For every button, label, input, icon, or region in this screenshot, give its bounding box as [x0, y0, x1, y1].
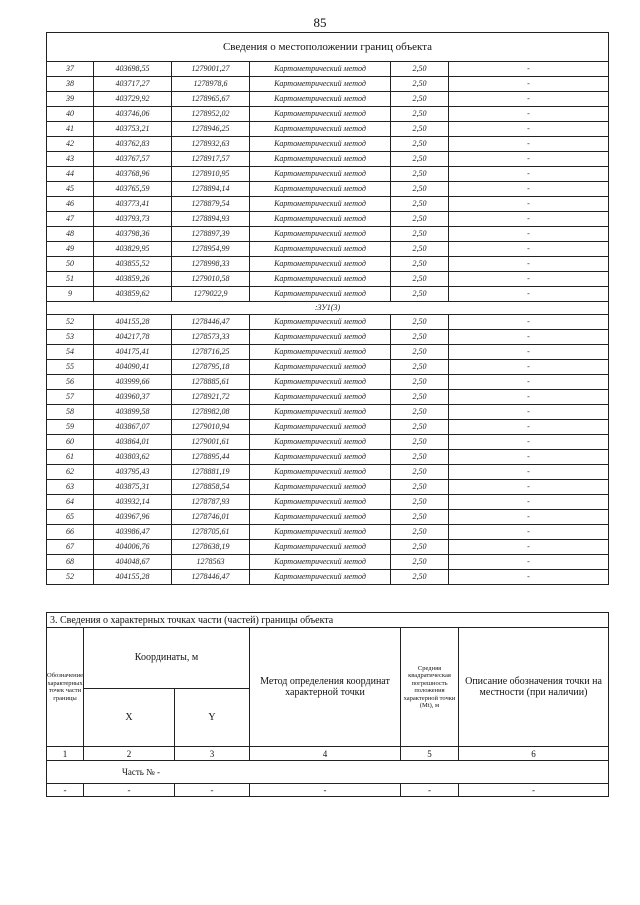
- subheader: :ЗУ1(3): [47, 302, 609, 315]
- coord-x-cell: 403875,31: [94, 480, 172, 495]
- coord-x-cell: 403932,14: [94, 495, 172, 510]
- table-row: [47, 122, 609, 137]
- coord-y-cell: 1278894,93: [172, 212, 250, 227]
- table-row: [47, 107, 609, 122]
- coord-y-cell: 1278858,54: [172, 480, 250, 495]
- point-id-cell: 66: [47, 525, 94, 540]
- table-row: [47, 420, 609, 435]
- coord-x-cell: 403753,21: [94, 122, 172, 137]
- coord-x-cell: 404175,41: [94, 345, 172, 360]
- empty-cell: -: [401, 784, 459, 797]
- empty-cell: -: [84, 784, 175, 797]
- method-cell: Картометрический метод: [250, 390, 391, 405]
- description-cell: -: [449, 137, 609, 152]
- table-row: [47, 257, 609, 272]
- empty-cell: -: [459, 784, 609, 797]
- table-row: [47, 137, 609, 152]
- table-row: [47, 555, 609, 570]
- coord-x-cell: 403867,07: [94, 420, 172, 435]
- coord-x-cell: 403773,41: [94, 197, 172, 212]
- coord-x-cell: 403746,06: [94, 107, 172, 122]
- col-number: 1: [47, 747, 84, 761]
- method-cell: Картометрический метод: [250, 107, 391, 122]
- col-number: 3: [175, 747, 250, 761]
- method-cell: Картометрический метод: [250, 450, 391, 465]
- table-row: [47, 182, 609, 197]
- col-error-header: Средняя квадратическая погрешность положения характерной точки (Mt), м: [401, 628, 459, 747]
- description-cell: -: [449, 330, 609, 345]
- error-cell: 2,50: [391, 375, 449, 390]
- table-row: [47, 390, 609, 405]
- table-row: [47, 360, 609, 375]
- point-id-cell: 45: [47, 182, 94, 197]
- description-cell: -: [449, 257, 609, 272]
- error-cell: 2,50: [391, 137, 449, 152]
- table-row: [47, 227, 609, 242]
- point-id-cell: 40: [47, 107, 94, 122]
- point-id-cell: 38: [47, 77, 94, 92]
- method-cell: Картометрический метод: [250, 375, 391, 390]
- error-cell: 2,50: [391, 345, 449, 360]
- point-id-cell: 55: [47, 360, 94, 375]
- coord-x-cell: 403859,62: [94, 287, 172, 302]
- table-row: [47, 510, 609, 525]
- error-cell: 2,50: [391, 122, 449, 137]
- description-cell: -: [449, 345, 609, 360]
- error-cell: 2,50: [391, 92, 449, 107]
- coord-x-cell: 403698,55: [94, 62, 172, 77]
- col-number: 4: [250, 747, 401, 761]
- coord-y-cell: 1278982,08: [172, 405, 250, 420]
- description-cell: -: [449, 122, 609, 137]
- coord-y-cell: 1279010,58: [172, 272, 250, 287]
- error-cell: 2,50: [391, 227, 449, 242]
- coord-y-cell: 1278881,19: [172, 465, 250, 480]
- error-cell: 2,50: [391, 62, 449, 77]
- coord-x-cell: 403859,26: [94, 272, 172, 287]
- point-id-cell: 53: [47, 330, 94, 345]
- description-cell: -: [449, 435, 609, 450]
- point-id-cell: 61: [47, 450, 94, 465]
- coord-y-cell: 1278705,61: [172, 525, 250, 540]
- method-cell: Картометрический метод: [250, 465, 391, 480]
- coord-x-cell: 403762,83: [94, 137, 172, 152]
- method-cell: Картометрический метод: [250, 197, 391, 212]
- coord-x-cell: 403967,96: [94, 510, 172, 525]
- coord-x-cell: 403795,43: [94, 465, 172, 480]
- description-cell: -: [449, 152, 609, 167]
- method-cell: Картометрический метод: [250, 495, 391, 510]
- description-cell: -: [449, 197, 609, 212]
- method-cell: Картометрический метод: [250, 315, 391, 330]
- method-cell: Картометрический метод: [250, 77, 391, 92]
- error-cell: 2,50: [391, 257, 449, 272]
- col-method-header: Метод определения координат характерной точки: [250, 628, 401, 747]
- point-id-cell: 68: [47, 555, 94, 570]
- error-cell: 2,50: [391, 405, 449, 420]
- coord-x-cell: 404155,28: [94, 315, 172, 330]
- col-x-header: X: [84, 688, 175, 746]
- table-row: [47, 92, 609, 107]
- point-id-cell: 60: [47, 435, 94, 450]
- point-id-cell: 49: [47, 242, 94, 257]
- method-cell: Картометрический метод: [250, 570, 391, 585]
- point-id-cell: 62: [47, 465, 94, 480]
- coord-y-cell: 1278895,44: [172, 450, 250, 465]
- coord-x-cell: 404217,78: [94, 330, 172, 345]
- point-id-cell: 48: [47, 227, 94, 242]
- error-cell: 2,50: [391, 555, 449, 570]
- empty-cell: -: [47, 784, 84, 797]
- point-id-cell: 64: [47, 495, 94, 510]
- error-cell: 2,50: [391, 495, 449, 510]
- coord-y-cell: 1278716,25: [172, 345, 250, 360]
- coord-y-cell: 1279001,61: [172, 435, 250, 450]
- method-cell: Картометрический метод: [250, 92, 391, 107]
- point-id-cell: 46: [47, 197, 94, 212]
- coord-x-cell: 403729,92: [94, 92, 172, 107]
- coord-x-cell: 403765,59: [94, 182, 172, 197]
- description-cell: -: [449, 360, 609, 375]
- coord-y-cell: 1278879,54: [172, 197, 250, 212]
- point-id-cell: 37: [47, 62, 94, 77]
- coord-y-cell: 1278952,02: [172, 107, 250, 122]
- description-cell: -: [449, 495, 609, 510]
- coord-y-cell: 1278910,95: [172, 167, 250, 182]
- method-cell: Картометрический метод: [250, 525, 391, 540]
- method-cell: Картометрический метод: [250, 405, 391, 420]
- table-row: [47, 540, 609, 555]
- point-id-cell: 50: [47, 257, 94, 272]
- section-title: Сведения о местоположении границ объекта: [47, 33, 609, 62]
- point-id-cell: 47: [47, 212, 94, 227]
- error-cell: 2,50: [391, 242, 449, 257]
- coord-y-cell: 1278894,14: [172, 182, 250, 197]
- description-cell: -: [449, 555, 609, 570]
- coord-y-cell: 1278897,39: [172, 227, 250, 242]
- table-row: [47, 525, 609, 540]
- error-cell: 2,50: [391, 330, 449, 345]
- description-cell: -: [449, 107, 609, 122]
- method-cell: Картометрический метод: [250, 242, 391, 257]
- description-cell: -: [449, 390, 609, 405]
- coord-y-cell: 1279022,9: [172, 287, 250, 302]
- method-cell: Картометрический метод: [250, 227, 391, 242]
- coord-y-cell: 1278795,18: [172, 360, 250, 375]
- point-id-cell: 51: [47, 272, 94, 287]
- table-row: [47, 62, 609, 77]
- coord-x-cell: 403864,01: [94, 435, 172, 450]
- description-cell: -: [449, 287, 609, 302]
- method-cell: Картометрический метод: [250, 122, 391, 137]
- table-row: [47, 242, 609, 257]
- coord-x-cell: 403899,58: [94, 405, 172, 420]
- method-cell: Картометрический метод: [250, 182, 391, 197]
- point-id-cell: 59: [47, 420, 94, 435]
- table-row: [47, 465, 609, 480]
- method-cell: Картометрический метод: [250, 420, 391, 435]
- description-cell: -: [449, 405, 609, 420]
- point-id-cell: 57: [47, 390, 94, 405]
- point-id-cell: 56: [47, 375, 94, 390]
- point-id-cell: 58: [47, 405, 94, 420]
- page-number: 85: [313, 15, 327, 30]
- coord-x-cell: 404048,67: [94, 555, 172, 570]
- error-cell: 2,50: [391, 77, 449, 92]
- empty-cell: -: [250, 784, 401, 797]
- description-cell: -: [449, 227, 609, 242]
- part-label: Часть № -: [47, 761, 609, 784]
- method-cell: Картометрический метод: [250, 212, 391, 227]
- table-row: [47, 405, 609, 420]
- coord-y-cell: 1278998,33: [172, 257, 250, 272]
- method-cell: Картометрический метод: [250, 540, 391, 555]
- method-cell: Картометрический метод: [250, 167, 391, 182]
- coord-x-cell: 403717,27: [94, 77, 172, 92]
- error-cell: 2,50: [391, 197, 449, 212]
- coord-x-cell: 403999,66: [94, 375, 172, 390]
- table-row: [47, 287, 609, 302]
- method-cell: Картометрический метод: [250, 257, 391, 272]
- point-id-cell: 42: [47, 137, 94, 152]
- error-cell: 2,50: [391, 272, 449, 287]
- col-y-header: Y: [175, 688, 250, 746]
- method-cell: Картометрический метод: [250, 330, 391, 345]
- col-number: 2: [84, 747, 175, 761]
- coord-x-cell: 404006,76: [94, 540, 172, 555]
- error-cell: 2,50: [391, 167, 449, 182]
- error-cell: 2,50: [391, 107, 449, 122]
- description-cell: -: [449, 450, 609, 465]
- description-cell: -: [449, 480, 609, 495]
- method-cell: Картометрический метод: [250, 360, 391, 375]
- table-row: [47, 152, 609, 167]
- error-cell: 2,50: [391, 315, 449, 330]
- coord-y-cell: 1278787,93: [172, 495, 250, 510]
- point-id-cell: 54: [47, 345, 94, 360]
- method-cell: Картометрический метод: [250, 62, 391, 77]
- error-cell: 2,50: [391, 212, 449, 227]
- coord-x-cell: 404155,28: [94, 570, 172, 585]
- description-cell: -: [449, 182, 609, 197]
- method-cell: Картометрический метод: [250, 480, 391, 495]
- error-cell: 2,50: [391, 510, 449, 525]
- coord-x-cell: 404090,41: [94, 360, 172, 375]
- method-cell: Картометрический метод: [250, 287, 391, 302]
- part-points-table: [46, 612, 609, 797]
- point-id-cell: 67: [47, 540, 94, 555]
- table-row: [47, 345, 609, 360]
- error-cell: 2,50: [391, 525, 449, 540]
- coord-y-cell: 1278746,01: [172, 510, 250, 525]
- section3-title: 3. Сведения о характерных точках части (частей) границы объекта: [47, 613, 609, 628]
- coord-x-cell: 403829,95: [94, 242, 172, 257]
- description-cell: -: [449, 272, 609, 287]
- coord-y-cell: 1278573,33: [172, 330, 250, 345]
- coord-y-cell: 1278638,19: [172, 540, 250, 555]
- error-cell: 2,50: [391, 450, 449, 465]
- error-cell: 2,50: [391, 435, 449, 450]
- description-cell: -: [449, 62, 609, 77]
- coord-x-cell: 403803,62: [94, 450, 172, 465]
- error-cell: 2,50: [391, 465, 449, 480]
- table-row: [47, 480, 609, 495]
- coord-y-cell: 1278446,47: [172, 570, 250, 585]
- description-cell: -: [449, 540, 609, 555]
- point-id-cell: 65: [47, 510, 94, 525]
- description-cell: -: [449, 525, 609, 540]
- description-cell: -: [449, 212, 609, 227]
- error-cell: 2,50: [391, 480, 449, 495]
- method-cell: Картометрический метод: [250, 345, 391, 360]
- error-cell: 2,50: [391, 540, 449, 555]
- table-row: [47, 375, 609, 390]
- point-id-cell: 63: [47, 480, 94, 495]
- method-cell: Картометрический метод: [250, 137, 391, 152]
- point-id-cell: 44: [47, 167, 94, 182]
- coord-y-cell: 1278917,57: [172, 152, 250, 167]
- description-cell: -: [449, 92, 609, 107]
- method-cell: Картометрический метод: [250, 272, 391, 287]
- description-cell: -: [449, 570, 609, 585]
- coord-x-cell: 403986,47: [94, 525, 172, 540]
- point-id-cell: 52: [47, 570, 94, 585]
- description-cell: -: [449, 242, 609, 257]
- coord-x-cell: 403855,52: [94, 257, 172, 272]
- coord-y-cell: 1278885,61: [172, 375, 250, 390]
- method-cell: Картометрический метод: [250, 435, 391, 450]
- coord-x-cell: 403793,73: [94, 212, 172, 227]
- error-cell: 2,50: [391, 420, 449, 435]
- point-id-cell: 43: [47, 152, 94, 167]
- col-number: 6: [459, 747, 609, 761]
- table-row: [47, 330, 609, 345]
- error-cell: 2,50: [391, 182, 449, 197]
- coord-x-cell: 403768,96: [94, 167, 172, 182]
- point-id-cell: 39: [47, 92, 94, 107]
- description-cell: -: [449, 315, 609, 330]
- point-id-cell: 41: [47, 122, 94, 137]
- coord-y-cell: 1279001,27: [172, 62, 250, 77]
- description-cell: -: [449, 420, 609, 435]
- coord-y-cell: 1278965,67: [172, 92, 250, 107]
- coord-y-cell: 1278932,63: [172, 137, 250, 152]
- point-id-cell: 9: [47, 287, 94, 302]
- error-cell: 2,50: [391, 570, 449, 585]
- table-row: [47, 570, 609, 585]
- description-cell: -: [449, 77, 609, 92]
- coord-x-cell: 403767,57: [94, 152, 172, 167]
- col-coords-header: Координаты, м: [84, 628, 250, 689]
- table-row: [47, 272, 609, 287]
- table-row: [47, 315, 609, 330]
- method-cell: Картометрический метод: [250, 555, 391, 570]
- error-cell: 2,50: [391, 152, 449, 167]
- description-cell: -: [449, 167, 609, 182]
- table-row: [47, 435, 609, 450]
- method-cell: Картометрический метод: [250, 152, 391, 167]
- point-id-cell: 52: [47, 315, 94, 330]
- coord-y-cell: 1278946,25: [172, 122, 250, 137]
- coord-y-cell: 1278921,72: [172, 390, 250, 405]
- coord-y-cell: 1279010,94: [172, 420, 250, 435]
- coord-y-cell: 1278563: [172, 555, 250, 570]
- description-cell: -: [449, 510, 609, 525]
- table-row: [47, 450, 609, 465]
- col-description-header: Описание обозначения точки на местности (при наличии): [459, 628, 609, 747]
- table-row: [47, 167, 609, 182]
- coord-x-cell: 403798,36: [94, 227, 172, 242]
- col-number: 5: [401, 747, 459, 761]
- method-cell: Картометрический метод: [250, 510, 391, 525]
- empty-cell: -: [175, 784, 250, 797]
- coord-y-cell: 1278954,99: [172, 242, 250, 257]
- boundary-table: [46, 32, 609, 585]
- description-cell: -: [449, 375, 609, 390]
- table-row: [47, 212, 609, 227]
- col-designation-header: Обозначение характерных точек части границы: [47, 628, 84, 747]
- table-row: [47, 197, 609, 212]
- error-cell: 2,50: [391, 390, 449, 405]
- description-cell: -: [449, 465, 609, 480]
- table-row: [47, 77, 609, 92]
- coord-y-cell: 1278978,6: [172, 77, 250, 92]
- table-row: [47, 495, 609, 510]
- coord-x-cell: 403960,37: [94, 390, 172, 405]
- error-cell: 2,50: [391, 287, 449, 302]
- error-cell: 2,50: [391, 360, 449, 375]
- coord-y-cell: 1278446,47: [172, 315, 250, 330]
